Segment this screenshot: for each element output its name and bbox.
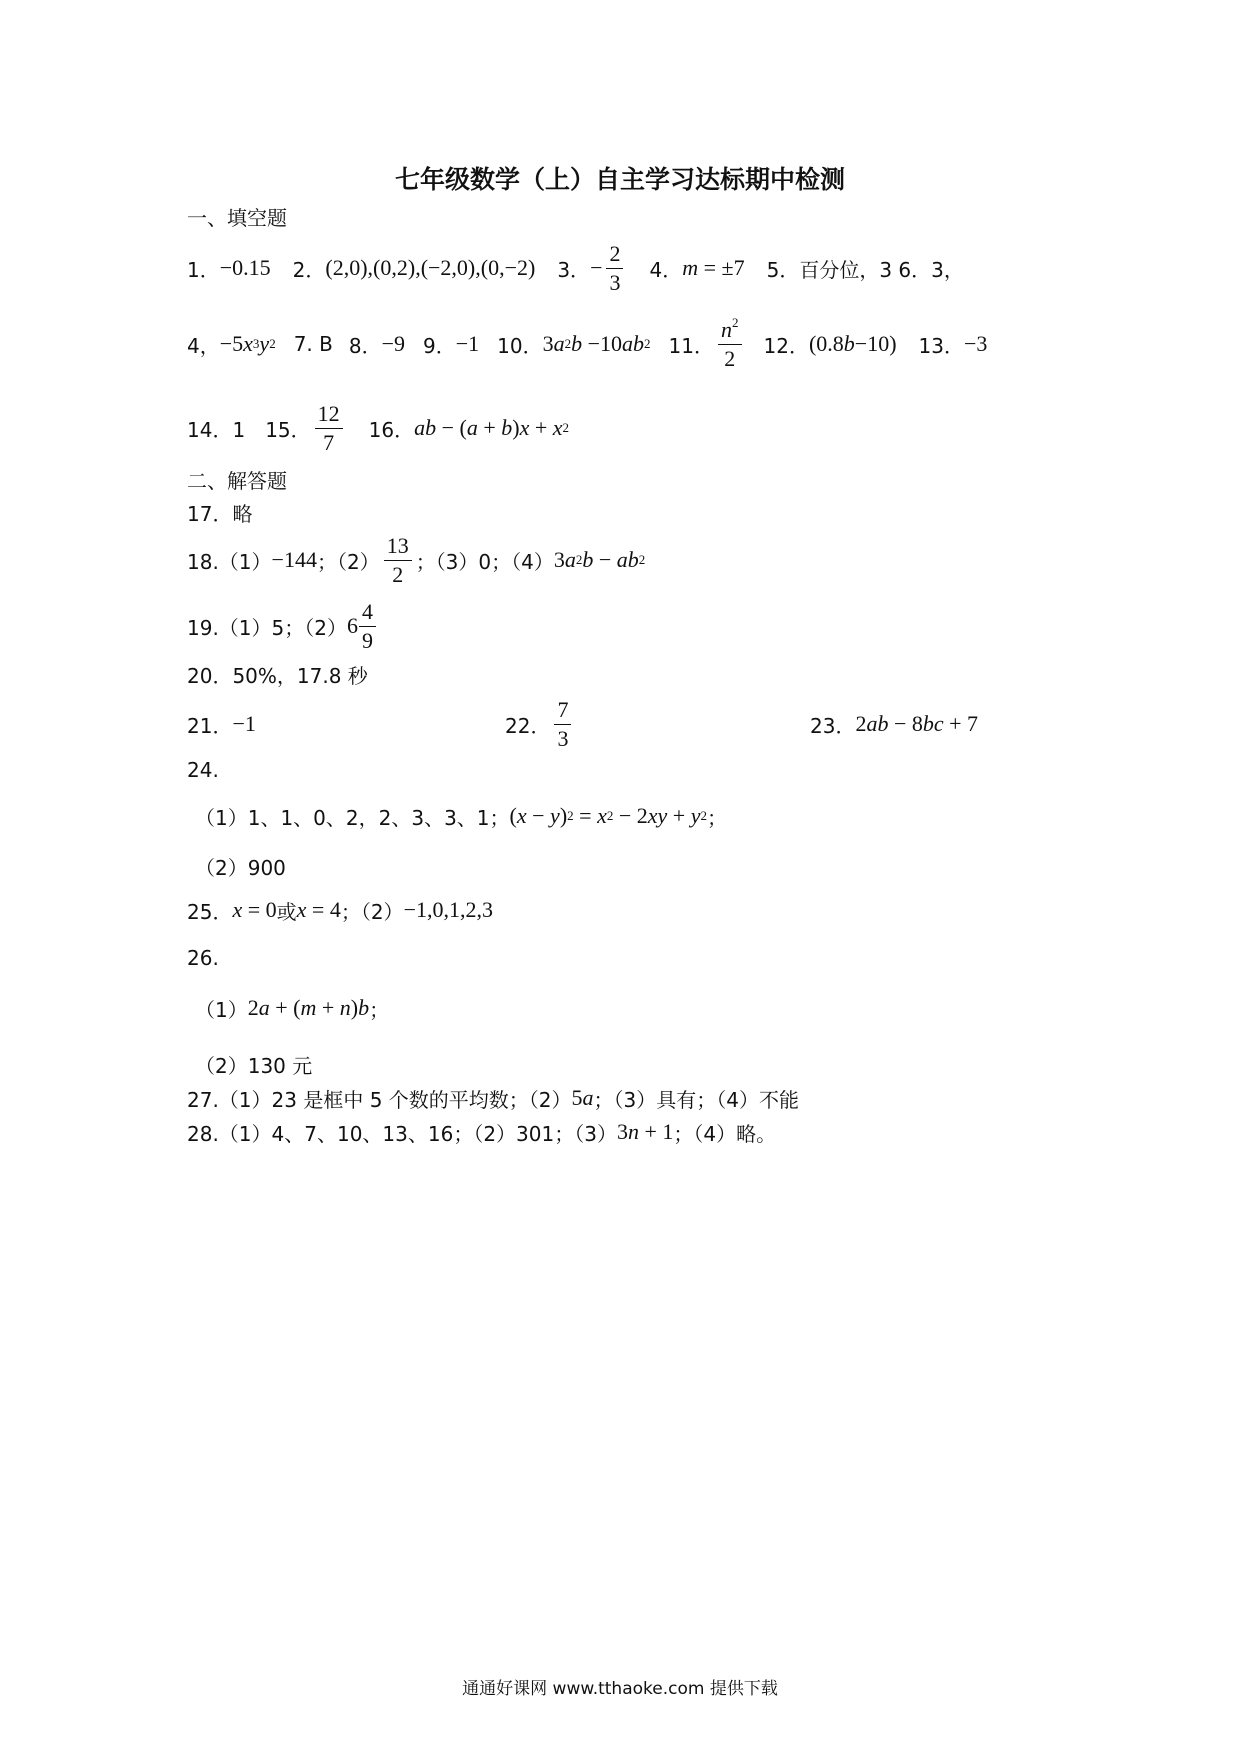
fill-in-line-2: 4， −5 x 3 y 2 7. B 8． −9 9． −1 10． 3 a 2 b −10 ab 2 11． $\frac{n^2}{2}$ 12． (0.8 b −10) 13． −3 [187,315,988,371]
answer-20: 20．50%，17.8 秒 [187,664,368,688]
answer-1: −0.15 [219,255,271,280]
answer-28: 28.（1）4、7、10、13、16；（2）301；（3） 3 n + 1 ；（4）略。 [187,1119,777,1146]
answer-18: 18.（1） −144 ；（2） $\frac{13}{2}$ ；（3）0；（4） 3 a 2 b − ab 2 [187,533,646,587]
answer-7: 7. B [293,332,333,356]
answer-9: −1 [455,331,480,356]
answer-15-fraction: $\frac{12}{7}$ [315,402,343,453]
answer-19: 19.（1）5；（2） 6 $\frac{4}{9}$ [187,594,380,658]
answer-4: m = ±7 [682,255,745,280]
answer-6: −5 x 3 y 2 [219,331,276,356]
answer-24-part-2: （2）900 [195,856,286,880]
page-footer: 通通好课网 www.tthaoke.com 提供下载 [462,1679,778,1699]
fill-in-line-3: 14．1 15． $\frac{12}{7}$ 16． ab − ( a + b ) x + x 2 [187,401,570,455]
answer-17: 17．略 [187,502,253,526]
answer-23: 23． 2 ab − 8 bc + 7 [810,711,979,738]
answer-11-fraction: $\frac{n^2}{2}$ [718,318,742,369]
answer-24-label: 24. [187,758,219,782]
answer-22-fraction: $\frac{7}{3}$ [554,698,571,749]
answer-19-fraction: $\frac{4}{9}$ [359,600,376,651]
answer-24-part-1: （1）1、1、0、2，2、3、3、1； ( x − y ) 2 = x 2 − 2 xy + y 2 ； [195,803,727,830]
answer-13: −3 [963,331,988,356]
answer-25: 25． x = 0 或 x = 4 ；（2） −1,0,1,2,3 [187,897,493,924]
answer-8: −9 [381,331,406,356]
answer-5-6: 5．百分位，3 6．3， [766,257,964,282]
answer-26-part-1: （1） 2 a + ( m + n ) b ； [195,995,390,1022]
page-title: 七年级数学（上）自主学习达标期中检测 [394,165,845,194]
answer-26-part-2: （2）130 元 [195,1054,313,1078]
answer-16: ab − ( a + b ) x + x 2 [414,415,570,440]
fill-in-line-1: 1． −0.15 2． (2,0),(0,2),(−2,0),(0,−2) 3． − $\frac{2}{3}$ 4． m = ±7 5．百分位，3 6．3， [187,241,964,295]
answer-26-label: 26. [187,946,219,970]
answer-21: 21． −1 [187,711,256,738]
answer-22: 22． $\frac{7}{3}$ [505,692,575,756]
section-answers-heading: 二、解答题 [187,469,287,493]
section-fill-in-heading: 一、填空题 [187,206,287,230]
answer-2: (2,0),(0,2),(−2,0),(0,−2) [325,255,536,280]
answer-3-fraction: $\frac{2}{3}$ [606,242,623,293]
answer-10: 3 a 2 b −10 ab 2 [542,331,651,356]
answer-14: 14．1 [187,417,246,442]
answer-18-fraction: $\frac{13}{2}$ [384,534,412,585]
answer-12: (0.8 b −10) [808,331,897,356]
answer-27: 27.（1）23 是框中 5 个数的平均数；（2） 5 a ；（3）具有；（4）不能 [187,1085,799,1112]
